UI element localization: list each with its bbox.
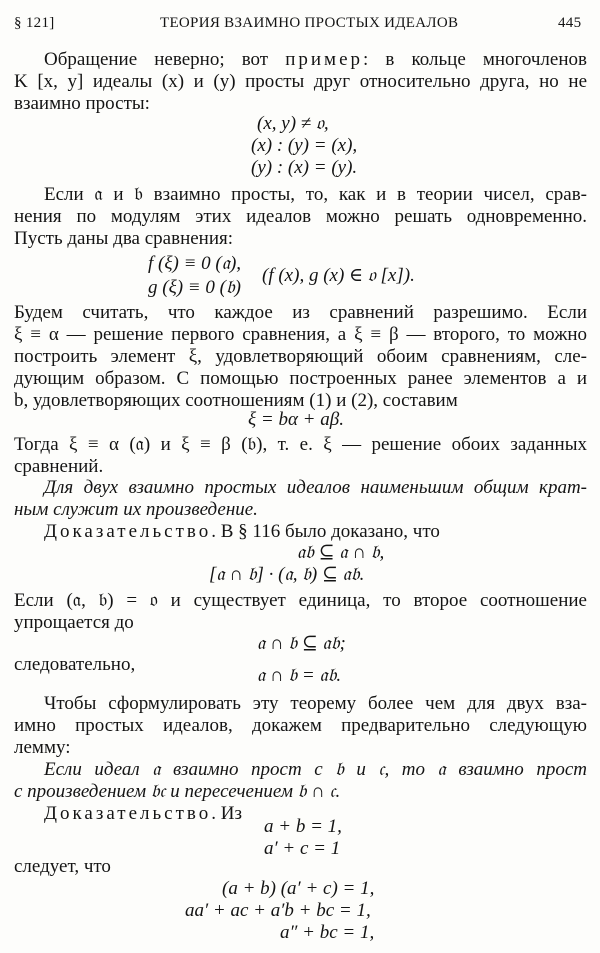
- paragraph-line: построить элемент ξ, удовлетворяющий обоим сравнениям, сле-: [14, 346, 587, 367]
- paragraph-line: имно простых идеалов, докажем предварительно следующую: [14, 715, 587, 736]
- equation: g (ξ) ≡ 0 (𝔟): [148, 277, 241, 298]
- equation: [𝔞 ∩ 𝔟] · (𝔞, 𝔟) ⊆ 𝔞𝔟.: [209, 564, 365, 585]
- proof-heading: Доказательство. Из: [44, 803, 242, 824]
- paragraph-line: ξ ≡ α — решение первого сравнения, а ξ ≡ β — второго, то можно: [14, 324, 587, 345]
- equation: (f (x), g (x) ∈ 𝔬 [x]).: [262, 265, 415, 286]
- paragraph-line: Будем считать, что каждое из сравнений разрешимо. Если: [14, 302, 587, 323]
- paragraph-line: Если 𝔞 и 𝔟 взаимно просты, то, как и в теории чисел, срав-: [44, 184, 587, 205]
- paragraph-line: b, удовлетворяющих соотношениям (1) и (2), составим: [14, 390, 458, 411]
- equation: (y) : (x) = (y).: [251, 157, 358, 178]
- paragraph-line: Чтобы сформулировать эту теорему более чем для двух вза-: [44, 693, 587, 714]
- paragraph-line: сравнений.: [14, 456, 104, 477]
- equation: a″ + bc = 1,: [280, 922, 375, 943]
- equation: 𝔞 ∩ 𝔟 = 𝔞𝔟.: [257, 665, 342, 686]
- paragraph-line: следует, что: [14, 856, 111, 877]
- paragraph-line: Если (𝔞, 𝔟) = 𝔬 и существует единица, то второе соотношение: [14, 590, 587, 611]
- lemma-text: с произведением 𝔟𝔠 и пересечением 𝔟 ∩ 𝔠.: [14, 781, 341, 802]
- theorem-text: ным служит их произведение.: [14, 499, 258, 520]
- equation: a + b = 1,: [264, 816, 342, 837]
- paragraph-line: следовательно,: [14, 654, 136, 675]
- paragraph-line: дующим образом. С помощью построенных ранее элементов a и: [14, 368, 587, 389]
- equation: (x) : (y) = (x),: [251, 135, 358, 156]
- theorem-text: Для двух взаимно простых идеалов наименьшим общим крат-: [44, 477, 587, 498]
- equation: aa′ + ac + a′b + bc = 1,: [185, 900, 371, 921]
- paragraph-line: нения по модулям этих идеалов можно решать одновременно.: [14, 206, 587, 227]
- paragraph-line: взаимно просты:: [14, 93, 150, 114]
- paragraph-line: Обращение неверно; вот пример: в кольце многочленов: [44, 49, 587, 70]
- paragraph-line: K [x, y] идеалы (x) и (y) просты друг относительно друга, но не: [14, 71, 587, 92]
- paragraph-line: Тогда ξ ≡ α (𝔞) и ξ ≡ β (𝔟), т. е. ξ — решение обоих заданных: [14, 434, 587, 455]
- paragraph-line: Пусть даны два сравнения:: [14, 228, 234, 249]
- paragraph-line: упрощается до: [14, 612, 134, 633]
- equation: 𝔞𝔟 ⊆ 𝔞 ∩ 𝔟,: [297, 542, 385, 563]
- equation: ξ = bα + aβ.: [248, 409, 344, 430]
- equation: f (ξ) ≡ 0 (𝔞),: [148, 253, 242, 274]
- header-section: § 121]: [14, 15, 55, 31]
- equation: (a + b) (a′ + c) = 1,: [222, 878, 375, 899]
- proof-heading: Доказательство. В § 116 было доказано, что: [44, 521, 440, 542]
- page-number: 445: [558, 15, 582, 31]
- equation: a′ + c = 1: [264, 838, 341, 859]
- equation: 𝔞 ∩ 𝔟 ⊆ 𝔞𝔟;: [257, 633, 346, 654]
- header-title: ТЕОРИЯ ВЗАИМНО ПРОСТЫХ ИДЕАЛОВ: [160, 15, 459, 31]
- equation: (x, y) ≠ 𝔬,: [257, 113, 329, 134]
- lemma-text: Если идеал 𝔞 взаимно прост с 𝔟 и 𝔠, то 𝔞 взаимно прост: [44, 759, 587, 780]
- paragraph-line: лемму:: [14, 737, 71, 758]
